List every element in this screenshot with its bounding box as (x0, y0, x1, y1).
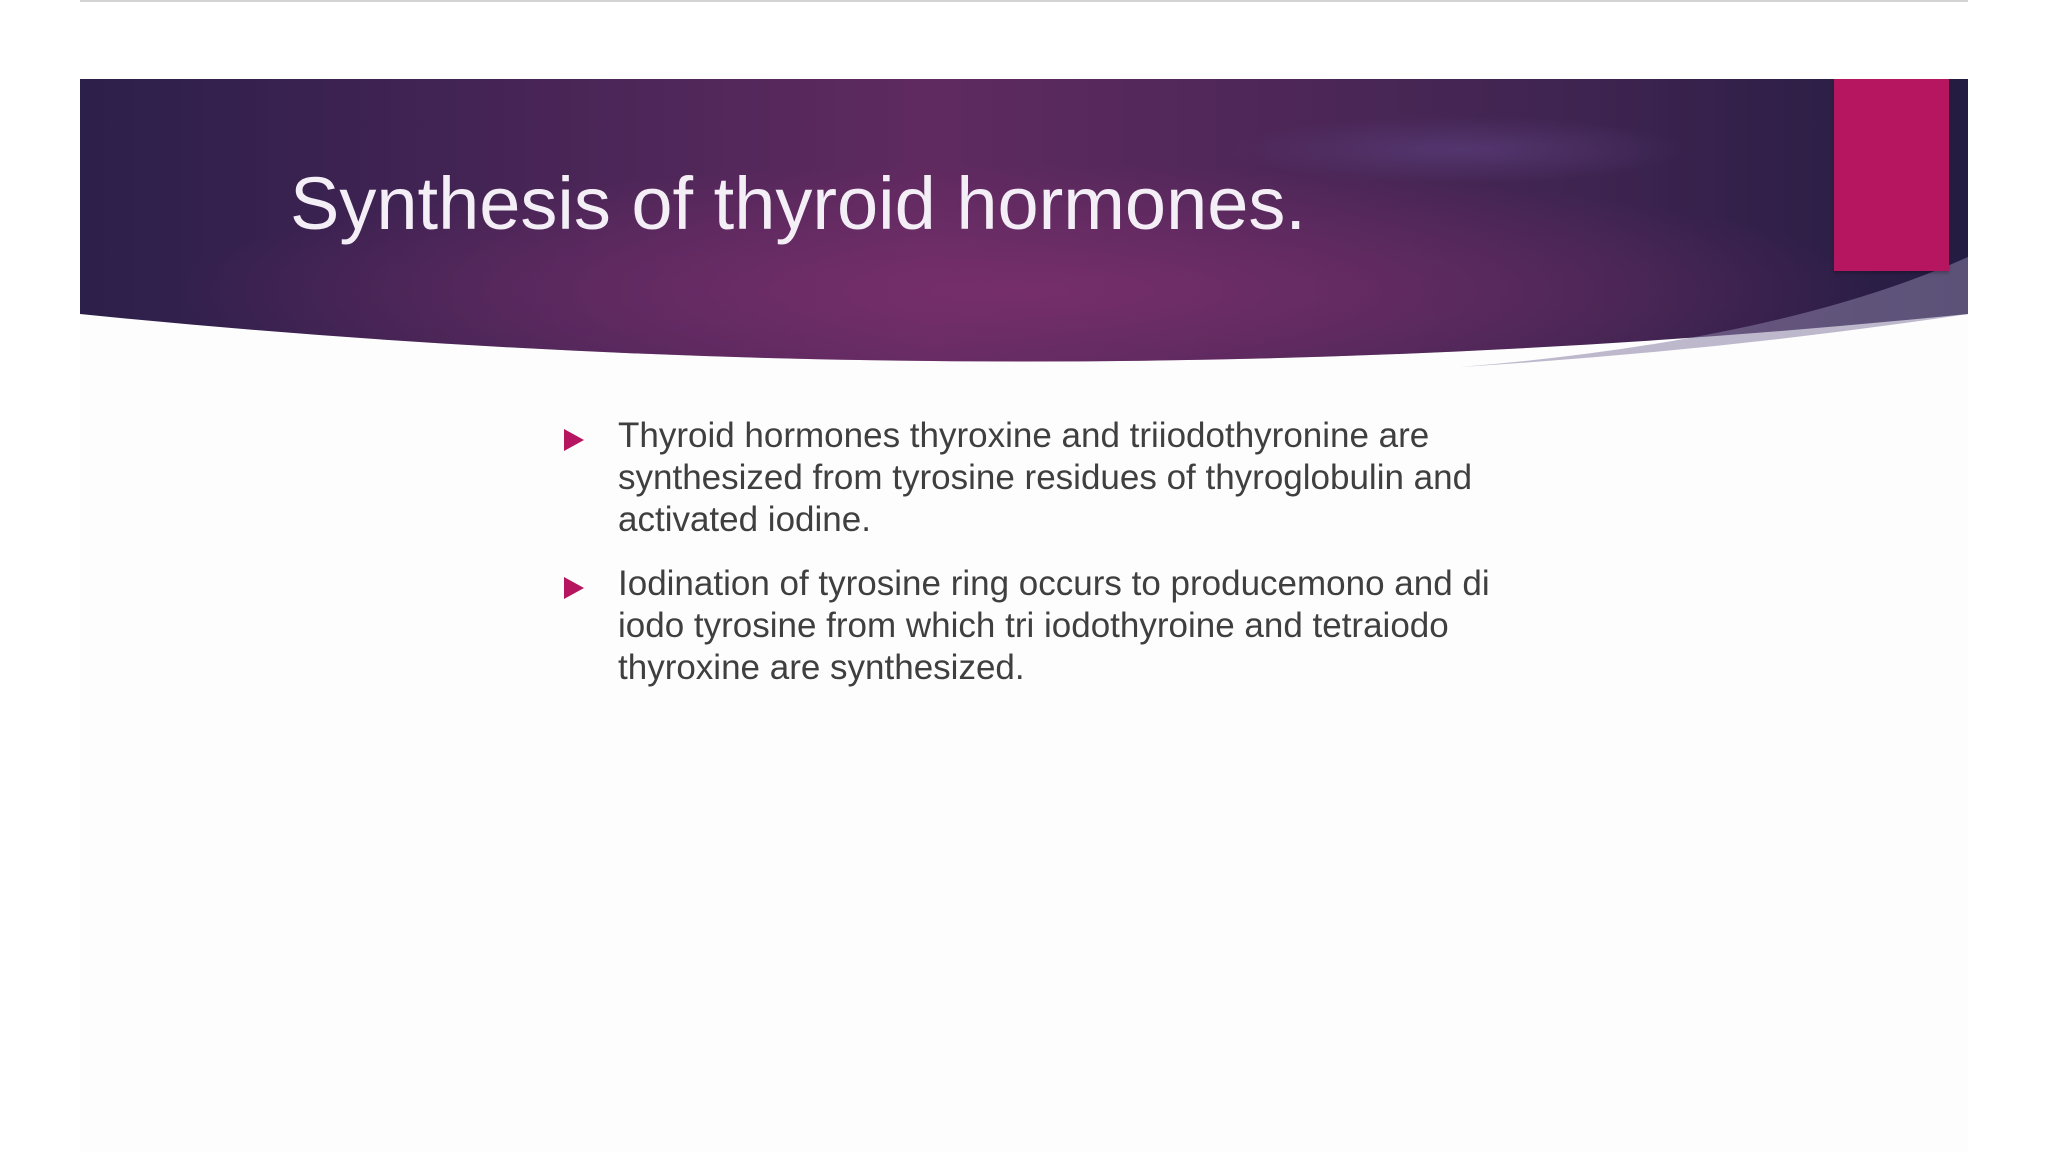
bullet-item (560, 415, 1620, 541)
left-margin (0, 0, 80, 1152)
bullet-line: Thyroid hormones thyroxine and triiodothyronine are (618, 416, 1430, 455)
triangle-right-icon (564, 429, 584, 451)
triangle-right-icon (564, 577, 584, 599)
bullet-line: iodo tyrosine from which tri iodothyroine and tetraiodo (618, 606, 1449, 645)
slide-title: Synthesis of thyroid hormones. (290, 162, 1306, 245)
right-margin (1968, 0, 2048, 1152)
bullet-line: thyroxine are synthesized. (618, 648, 1025, 687)
bullet-line: synthesized from tyrosine residues of thyroglobulin and (618, 458, 1473, 497)
bullet-line: activated iodine. (618, 500, 871, 539)
bullet-item (560, 563, 1620, 689)
window-top-border (0, 0, 2048, 2)
slide (80, 79, 1968, 1152)
bullet-line: Iodination of tyrosine ring occurs to producemono and di (618, 564, 1490, 603)
accent-tab (1834, 79, 1949, 271)
bullet-list (560, 415, 1620, 711)
